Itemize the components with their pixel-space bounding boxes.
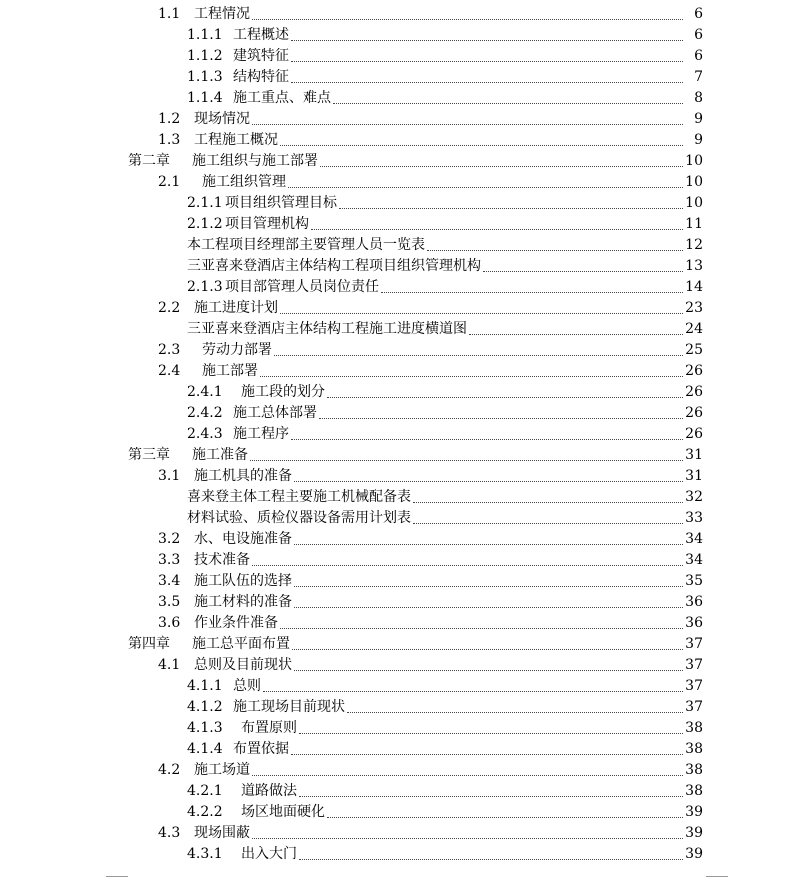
toc-title: 施工总体部署: [233, 405, 317, 421]
toc-title: 工程情况: [194, 6, 250, 22]
toc-number: 1.2: [158, 111, 181, 127]
toc-number: 2.4: [158, 363, 181, 379]
toc-title: 施工组织与施工部署: [192, 153, 318, 169]
toc-entry[interactable]: [158, 529, 703, 550]
toc-page: 36: [685, 615, 703, 631]
toc-entry[interactable]: [187, 781, 703, 802]
toc-leader: [483, 256, 683, 272]
toc-leader: [327, 802, 683, 818]
toc-number: 2.4.2: [187, 405, 223, 421]
toc-title: 喜来登主体工程主要施工机械配备表: [187, 489, 411, 505]
toc-title: 施工进度计划: [194, 300, 278, 316]
toc-page: 6: [694, 48, 703, 64]
toc-number: 2.4.1: [187, 384, 223, 400]
toc-number: 第四章: [128, 636, 170, 652]
toc-leader: [288, 172, 683, 188]
toc-entry[interactable]: [187, 235, 703, 256]
toc-page: 25: [685, 342, 703, 358]
toc-title: 现场围蔽: [194, 825, 250, 841]
toc-title: 布置依据: [233, 741, 289, 757]
toc-title: 项目部管理人员岗位责任: [225, 279, 379, 295]
toc-entry[interactable]: [187, 718, 703, 739]
toc-number: 1.1.3: [187, 69, 223, 85]
toc-page: 12: [685, 237, 703, 253]
toc-title: 劳动力部署: [202, 342, 272, 358]
toc-leader: [274, 340, 683, 356]
toc-number: 3.5: [158, 594, 181, 610]
toc-entry[interactable]: [187, 193, 703, 214]
toc-leader: [347, 697, 683, 713]
toc-number: 2.1: [158, 174, 181, 190]
toc-leader: [311, 214, 683, 230]
toc-leader: [260, 361, 683, 377]
toc-leader: [280, 130, 683, 146]
toc-entry[interactable]: [158, 760, 703, 781]
toc-leader: [252, 760, 683, 776]
toc-number: 1.1.4: [187, 90, 223, 106]
toc-title: 总则: [233, 678, 261, 694]
toc-page: 37: [685, 657, 703, 673]
toc-title: 场区地面硬化: [241, 804, 325, 820]
toc-title: 总则及目前现状: [194, 657, 292, 673]
toc-leader: [280, 298, 683, 314]
toc-title: 工程施工概况: [194, 132, 278, 148]
toc-leader: [250, 445, 683, 461]
toc-title: 现场情况: [194, 111, 250, 127]
toc-page: 37: [685, 636, 703, 652]
toc-page: 26: [685, 405, 703, 421]
toc-number: 4.1: [158, 657, 181, 673]
toc-number: 2.1.1: [187, 195, 223, 211]
toc-entry-chapter[interactable]: [128, 151, 703, 172]
toc-entry[interactable]: [158, 655, 703, 676]
toc-title: 作业条件准备: [194, 615, 278, 631]
toc-page: 36: [685, 594, 703, 610]
toc-leader: [333, 88, 683, 104]
toc-title: 施工准备: [192, 447, 248, 463]
toc-page: 31: [685, 447, 703, 463]
toc-entry[interactable]: [187, 508, 703, 529]
toc-number: 1.1.2: [187, 48, 223, 64]
toc-number: 1.3: [158, 132, 181, 148]
toc-entry[interactable]: [187, 25, 703, 46]
toc-number: 1.1.1: [187, 27, 223, 43]
toc-entry[interactable]: [158, 550, 703, 571]
toc-entry[interactable]: [187, 403, 703, 424]
toc-title: 水、电设施准备: [194, 531, 292, 547]
toc-leader: [291, 25, 683, 41]
toc-entry[interactable]: [187, 697, 703, 718]
toc-entry[interactable]: [187, 214, 703, 235]
toc-title: 项目管理机构: [225, 216, 309, 232]
toc-page: 6: [694, 6, 703, 22]
toc-leader: [252, 4, 683, 20]
toc-leader: [252, 550, 683, 566]
toc-leader: [327, 382, 683, 398]
toc-entry-chapter[interactable]: [128, 445, 703, 466]
toc-page: 31: [685, 468, 703, 484]
toc-title: 项目组织管理目标: [225, 195, 337, 211]
toc-title: 施工队伍的选择: [194, 573, 292, 589]
toc-number: 4.2.2: [187, 804, 223, 820]
page-corner-mark: [706, 876, 728, 877]
page-corner-mark: [106, 876, 128, 877]
toc-title: 建筑特征: [233, 48, 289, 64]
toc-leader: [292, 634, 683, 650]
toc-number: 3.2: [158, 531, 181, 547]
toc-entry[interactable]: [158, 592, 703, 613]
toc-leader: [294, 466, 683, 482]
toc-number: 1.1: [158, 6, 181, 22]
toc-page: 13: [685, 258, 703, 274]
toc-title: 施工程序: [233, 426, 289, 442]
toc-page: 9: [694, 111, 703, 127]
toc-leader: [280, 613, 683, 629]
toc-number: 4.1.2: [187, 699, 223, 715]
toc-leader: [291, 424, 683, 440]
toc-page: 38: [685, 783, 703, 799]
toc-number: 4.2.1: [187, 783, 223, 799]
toc-entry[interactable]: [158, 340, 703, 361]
toc-title: 施工重点、难点: [233, 90, 331, 106]
toc-number: 3.3: [158, 552, 181, 568]
toc-number: 2.1.2: [187, 216, 223, 232]
toc-page: 26: [685, 426, 703, 442]
toc-entry[interactable]: [187, 844, 703, 865]
toc-leader: [469, 319, 683, 335]
toc-entry[interactable]: [187, 424, 703, 445]
toc-title: 施工总平面布置: [192, 636, 290, 652]
toc-page: 37: [685, 678, 703, 694]
toc-leader: [320, 151, 683, 167]
toc-page: 24: [685, 321, 703, 337]
toc-entry[interactable]: [187, 319, 703, 340]
toc-leader: [294, 529, 683, 545]
toc-leader: [294, 592, 683, 608]
toc-page: 9: [694, 132, 703, 148]
toc-title: 工程概述: [233, 27, 289, 43]
toc-title: 三亚喜来登酒店主体结构工程项目组织管理机构: [187, 258, 481, 274]
toc-title: 施工段的划分: [241, 384, 325, 400]
toc-entry[interactable]: [187, 802, 703, 823]
toc-entry[interactable]: [158, 4, 703, 25]
toc-number: 2.1.3: [187, 279, 223, 295]
toc-title: 施工部署: [202, 363, 258, 379]
toc-title: 技术准备: [194, 552, 250, 568]
toc-page: 10: [685, 174, 703, 190]
toc-page: 39: [685, 825, 703, 841]
toc-page: 37: [685, 699, 703, 715]
toc-number: 2.4.3: [187, 426, 223, 442]
toc-leader: [299, 781, 683, 797]
toc-entry[interactable]: [187, 277, 703, 298]
toc-leader: [294, 571, 683, 587]
toc-page: 38: [685, 741, 703, 757]
toc-page: 34: [685, 552, 703, 568]
toc-entry[interactable]: [158, 361, 703, 382]
toc-number: 4.1.3: [187, 720, 223, 736]
toc-page: 38: [685, 762, 703, 778]
toc-entry[interactable]: [187, 382, 703, 403]
toc-number: 2.3: [158, 342, 181, 358]
toc-number: 4.3: [158, 825, 181, 841]
toc-page: 26: [685, 363, 703, 379]
toc-number: 第三章: [128, 447, 170, 463]
toc-entry[interactable]: [187, 676, 703, 697]
toc-entry[interactable]: [158, 571, 703, 592]
toc-page: 38: [685, 720, 703, 736]
toc-title: 布置原则: [241, 720, 297, 736]
toc-page: 35: [685, 573, 703, 589]
toc-number: 3.6: [158, 615, 181, 631]
toc-title: 施工机具的准备: [194, 468, 292, 484]
toc-title: 三亚喜来登酒店主体结构工程施工进度横道图: [187, 321, 467, 337]
toc-number: 4.1.1: [187, 678, 223, 694]
toc-page: 39: [685, 804, 703, 820]
toc-page: 10: [685, 153, 703, 169]
toc-leader: [339, 193, 683, 209]
toc-entry[interactable]: [187, 256, 703, 277]
toc-entry-chapter[interactable]: [128, 634, 703, 655]
toc-title: 结构特征: [233, 69, 289, 85]
toc-number: 4.3.1: [187, 846, 223, 862]
toc-entry[interactable]: [158, 823, 703, 844]
toc-entry[interactable]: [187, 487, 703, 508]
toc-leader: [291, 67, 683, 83]
toc-page: 10: [685, 195, 703, 211]
toc-leader: [291, 46, 683, 62]
toc-entry[interactable]: [187, 739, 703, 760]
toc-entry[interactable]: [187, 46, 703, 67]
toc-leader: [413, 508, 683, 524]
toc-title: 道路做法: [241, 783, 297, 799]
toc-leader: [319, 403, 683, 419]
toc-leader: [252, 823, 683, 839]
toc-page: 34: [685, 531, 703, 547]
toc-entry[interactable]: [187, 67, 703, 88]
toc-entry[interactable]: [158, 130, 703, 151]
toc-entry[interactable]: [158, 466, 703, 487]
toc-leader: [299, 718, 683, 734]
toc-title: 施工材料的准备: [194, 594, 292, 610]
toc-title: 施工组织管理: [202, 174, 286, 190]
toc-title: 本工程项目经理部主要管理人员一览表: [187, 237, 425, 253]
toc-entry[interactable]: [158, 172, 703, 193]
toc-entry[interactable]: [187, 88, 703, 109]
toc-page: 39: [685, 846, 703, 862]
toc-leader: [291, 739, 683, 755]
toc-page: 33: [685, 510, 703, 526]
toc-page: 11: [685, 216, 703, 232]
toc-leader: [413, 487, 683, 503]
toc-page: 32: [685, 489, 703, 505]
toc-page: 8: [694, 90, 703, 106]
toc-number: 4.1.4: [187, 741, 223, 757]
toc-entry[interactable]: [158, 109, 703, 130]
toc-number: 第二章: [128, 153, 170, 169]
toc-leader: [299, 844, 683, 860]
toc-number: 3.4: [158, 573, 181, 589]
toc-title: 出入大门: [241, 846, 297, 862]
toc-entry[interactable]: [158, 298, 703, 319]
toc-leader: [381, 277, 683, 293]
toc-title: 材料试验、质检仪器设备需用计划表: [187, 510, 411, 526]
toc-title: 施工现场目前现状: [233, 699, 345, 715]
toc-number: 3.1: [158, 468, 181, 484]
toc-page: 14: [685, 279, 703, 295]
toc-leader: [263, 676, 683, 692]
toc-leader: [252, 109, 683, 125]
toc-entry[interactable]: [158, 613, 703, 634]
toc-page: 23: [685, 300, 703, 316]
toc-page: 26: [685, 384, 703, 400]
toc-title: 施工场道: [194, 762, 250, 778]
toc-leader: [294, 655, 683, 671]
toc-page: 7: [694, 69, 703, 85]
toc-page: 6: [694, 27, 703, 43]
toc-number: 2.2: [158, 300, 181, 316]
toc-number: 4.2: [158, 762, 181, 778]
toc-leader: [427, 235, 683, 251]
